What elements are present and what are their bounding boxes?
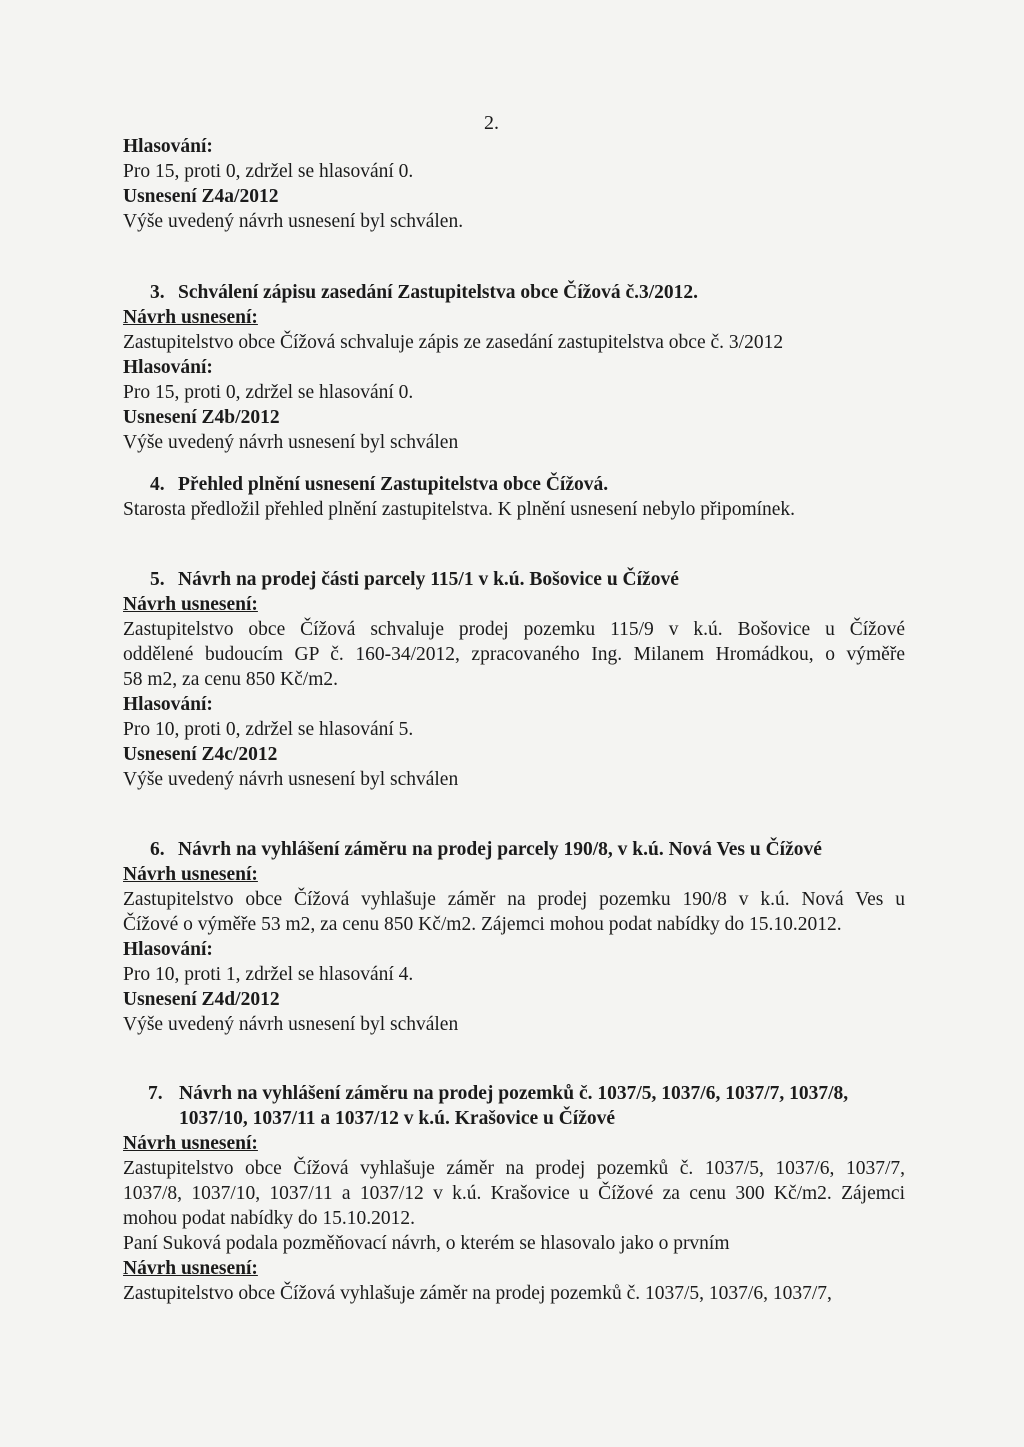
item3-resolution-status: Výše uvedený návrh usnesení byl schválen: [123, 432, 459, 453]
item6-heading: [150, 838, 822, 862]
item5-proposal-line-1: Zastupitelstvo obce Čížová schvaluje prodej pozemku 115/9 v k.ú. Bošovice u Čížové: [123, 619, 905, 640]
resolution-status: Výše uvedený návrh usnesení byl schválen.: [123, 211, 464, 232]
item5-heading: [150, 568, 679, 592]
item7-proposal-line-2: 1037/8, 1037/10, 1037/11 a 1037/12 v k.ú. Krašovice u Čížové za cenu 300 Kč/m2. Zájemci: [123, 1183, 905, 1204]
item5-proposal-line-2: oddělené budoucím GP č. 160-34/2012, zpracovaného Ing. Milanem Hromádkou, o výměře: [123, 644, 905, 665]
item6-resolution-status: Výše uvedený návrh usnesení byl schválen: [123, 1014, 459, 1035]
item6-voting-result: Pro 10, proti 1, zdržel se hlasování 4.: [123, 964, 414, 985]
item5-proposal-line-3: 58 m2, za cenu 850 Kč/m2.: [123, 669, 338, 690]
item4-number: 4.: [150, 474, 165, 495]
item3-proposal: Zastupitelstvo obce Čížová schvaluje zápis ze zasedání zastupitelstva obce č. 3/2012: [123, 332, 784, 353]
item3-voting-result: Pro 15, proti 0, zdržel se hlasování 0.: [123, 382, 414, 403]
item3-voting-label: Hlasování:: [123, 357, 213, 378]
item5-proposal-label: Návrh usnesení:: [123, 594, 258, 615]
resolution-id: Usnesení Z4a/2012: [123, 186, 279, 207]
item6-proposal-line-1: Zastupitelstvo obce Čížová vyhlašuje záměr na prodej pozemku 190/8 v k.ú. Nová Ves u: [123, 889, 905, 910]
item5-voting-label: Hlasování:: [123, 694, 213, 715]
item6-number: 6.: [150, 839, 165, 860]
item5-title: Návrh na prodej části parcely 115/1 v k.ú. Bošovice u Čížové: [178, 569, 679, 590]
item7-proposal-line-1: Zastupitelstvo obce Čížová vyhlašuje záměr na prodej pozemků č. 1037/5, 1037/6, 1037/7,: [123, 1158, 905, 1179]
voting-result: Pro 15, proti 0, zdržel se hlasování 0.: [123, 161, 414, 182]
item3-resolution-id: Usnesení Z4b/2012: [123, 407, 280, 428]
item7-proposal-label: Návrh usnesení:: [123, 1133, 258, 1154]
item3-title: Schválení zápisu zasedání Zastupitelstva obce Čížová č.3/2012.: [178, 282, 699, 303]
item6-voting-label: Hlasování:: [123, 939, 213, 960]
item4-text: Starosta předložil přehled plnění zastupitelstva. K plnění usnesení nebylo připomínek.: [123, 499, 796, 520]
item4-heading: [150, 473, 608, 497]
item5-resolution-id: Usnesení Z4c/2012: [123, 744, 278, 765]
item3-proposal-label: Návrh usnesení:: [123, 307, 258, 328]
item3-number: 3.: [150, 282, 165, 303]
item7-heading: [148, 1082, 848, 1106]
item4-title: Přehled plnění usnesení Zastupitelstva obce Čížová.: [178, 474, 609, 495]
item7-proposal2-label: Návrh usnesení:: [123, 1258, 258, 1279]
item3-heading: [150, 281, 698, 305]
item7-number: 7.: [148, 1083, 163, 1104]
item7-title-line-1: Návrh na vyhlášení záměru na prodej pozemků č. 1037/5, 1037/6, 1037/7, 1037/8,: [179, 1083, 849, 1104]
item7-title-line-2: 1037/10, 1037/11 a 1037/12 v k.ú. Krašovice u Čížové: [179, 1108, 616, 1129]
item7-proposal2: Zastupitelstvo obce Čížová vyhlašuje záměr na prodej pozemků č. 1037/5, 1037/6, 1037/7,: [123, 1283, 832, 1304]
item7-amendment-text: Paní Suková podala pozměňovací návrh, o kterém se hlasovalo jako o prvním: [123, 1233, 730, 1254]
item6-title: Návrh na vyhlášení záměru na prodej parcely 190/8, v k.ú. Nová Ves u Čížové: [178, 839, 822, 860]
item5-resolution-status: Výše uvedený návrh usnesení byl schválen: [123, 769, 459, 790]
voting-label: Hlasování:: [123, 136, 213, 157]
page-number: 2.: [484, 112, 499, 134]
item5-number: 5.: [150, 569, 165, 590]
item7-proposal-line-3: mohou podat nabídky do 15.10.2012.: [123, 1208, 415, 1229]
item6-proposal-label: Návrh usnesení:: [123, 864, 258, 885]
item6-resolution-id: Usnesení Z4d/2012: [123, 989, 280, 1010]
item6-proposal-line-2: Čížové o výměře 53 m2, za cenu 850 Kč/m2. Zájemci mohou podat nabídky do 15.10.2012.: [123, 914, 842, 935]
item5-voting-result: Pro 10, proti 0, zdržel se hlasování 5.: [123, 719, 414, 740]
